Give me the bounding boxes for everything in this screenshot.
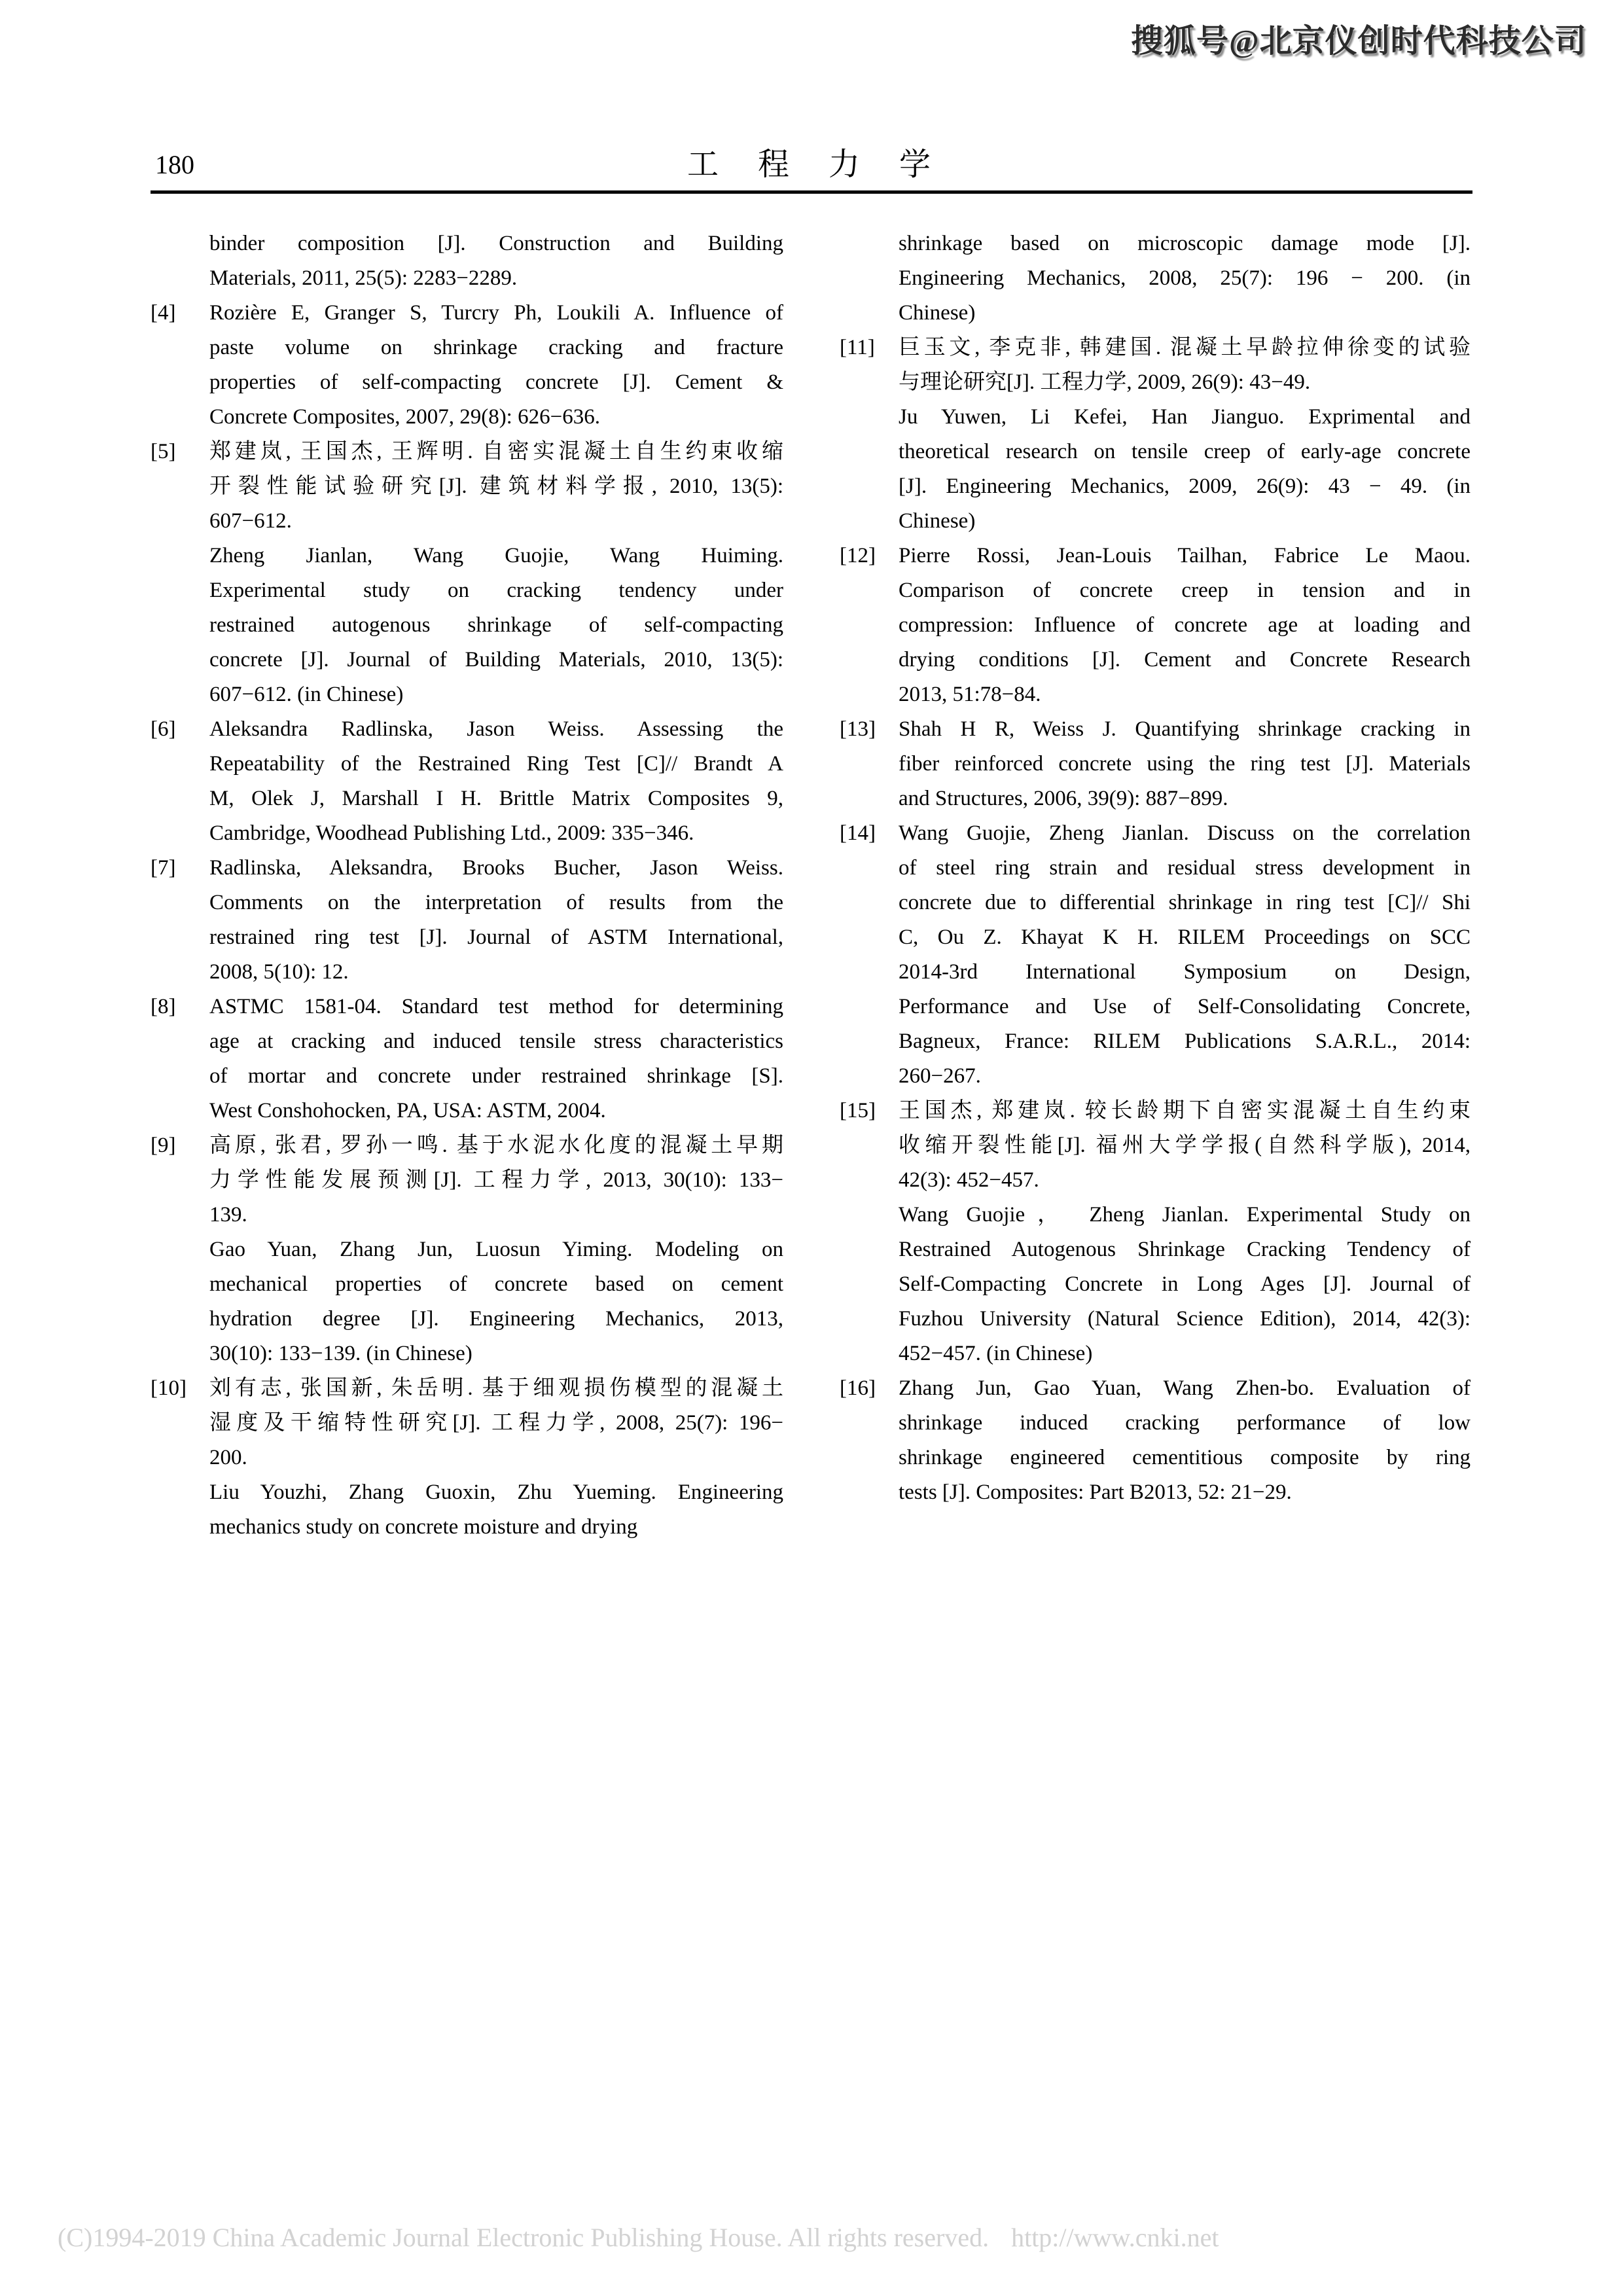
- reference-line: Liu Youzhi, Zhang Guoxin, Zhu Yueming. Engineering: [209, 1480, 783, 1504]
- reference-line: Rozière E, Granger S, Turcry Ph, Loukili A. Influence of: [209, 301, 783, 325]
- header-rule: [151, 190, 1472, 194]
- reference-line: Performance and Use of Self-Consolidating Concrete,: [899, 995, 1471, 1018]
- reference-line: 452−457. (in Chinese): [899, 1342, 1093, 1365]
- reference-label: [5]: [151, 440, 176, 463]
- reference-entry: [151, 1371, 783, 1475]
- reference-line: concrete [J]. Journal of Building Materials, 2010, 13(5):: [209, 648, 783, 672]
- reference-line: Experimental study on cracking tendency under: [209, 579, 783, 602]
- reference-line: Wang Guojie, Zheng Jianlan. Discuss on the correlation: [899, 821, 1471, 845]
- reference-entry: [151, 226, 783, 296]
- reference-line: Chinese): [899, 509, 976, 533]
- reference-entry: [151, 435, 783, 539]
- reference-line: 260−267.: [899, 1064, 981, 1088]
- reference-line: 30(10): 133−139. (in Chinese): [209, 1342, 473, 1365]
- reference-line: age at cracking and induced tensile stress characteristics: [209, 1030, 783, 1053]
- reference-line: M, Olek J, Marshall I H. Brittle Matrix Composites 9,: [209, 787, 783, 810]
- reference-entry: [151, 1475, 783, 1545]
- reference-line: shrinkage based on microscopic damage mode [J].: [899, 232, 1471, 255]
- reference-line: Zhang Jun, Gao Yuan, Wang Zhen-bo. Evaluation of: [899, 1376, 1471, 1400]
- reference-line: Zheng Jianlan, Wang Guojie, Wang Huiming.: [209, 544, 783, 567]
- reference-line: compression: Influence of concrete age at loading and: [899, 613, 1471, 637]
- reference-entry: [840, 226, 1471, 331]
- reference-label: [14]: [840, 821, 876, 845]
- reference-line: 高原, 张君, 罗孙一鸣. 基于水泥水化度的混凝土早期: [209, 1134, 783, 1157]
- reference-line: Aleksandra Radlinska, Jason Weiss. Assessing the: [209, 717, 783, 741]
- reference-label: [9]: [151, 1134, 176, 1157]
- footer: [58, 2222, 1219, 2253]
- reference-line: 607−612. (in Chinese): [209, 683, 404, 706]
- reference-label: [11]: [840, 336, 875, 359]
- page-number: 180: [155, 150, 194, 179]
- reference-line: 巨玉文, 李克非, 韩建国. 混凝土早龄拉伸徐变的试验: [899, 336, 1471, 359]
- reference-line: Chinese): [899, 301, 976, 325]
- reference-line: 2008, 5(10): 12.: [209, 960, 349, 984]
- reference-line: 200.: [209, 1446, 247, 1469]
- reference-line: restrained ring test [J]. Journal of ASTM International,: [209, 925, 783, 949]
- reference-line: 42(3): 452−457.: [899, 1168, 1039, 1192]
- reference-entry: [151, 851, 783, 990]
- reference-line: mechanics study on concrete moisture and drying: [209, 1515, 638, 1539]
- reference-entry: [151, 296, 783, 435]
- reference-line: hydration degree [J]. Engineering Mechanics, 2013,: [209, 1307, 783, 1331]
- reference-line: Wang Guojie， Zheng Jianlan. Experimental Study on: [899, 1203, 1471, 1227]
- footer-copyright: (C)1994-2019 China Academic Journal Electronic Publishing House. All rights reserved.: [58, 2223, 990, 2252]
- references-column-right: [840, 226, 1471, 1510]
- reference-line: 607−612.: [209, 509, 292, 533]
- reference-label: [15]: [840, 1099, 876, 1122]
- reference-line: C, Ou Z. Khayat K H. RILEM Proceedings on SCC: [899, 925, 1471, 949]
- reference-entry: [840, 1371, 1471, 1510]
- reference-line: Repeatability of the Restrained Ring Test [C]// Brandt A: [209, 752, 783, 776]
- reference-line: concrete due to differential shrinkage in ring test [C]// Shi: [899, 891, 1471, 914]
- reference-line: properties of self-compacting concrete [J]. Cement &: [209, 370, 783, 394]
- reference-entry: [840, 331, 1471, 400]
- reference-entry: [840, 400, 1471, 539]
- reference-line: drying conditions [J]. Cement and Concrete Research: [899, 648, 1471, 672]
- reference-line: 力学性能发展预测[J]. 工程力学, 2013, 30(10): 133−: [209, 1168, 783, 1192]
- reference-line: of mortar and concrete under restrained shrinkage [S].: [209, 1064, 783, 1088]
- reference-label: [12]: [840, 544, 876, 567]
- reference-label: [8]: [151, 995, 176, 1018]
- reference-line: shrinkage engineered cementitious composite by ring: [899, 1446, 1471, 1469]
- reference-line: and Structures, 2006, 39(9): 887−899.: [899, 787, 1228, 810]
- reference-line: Concrete Composites, 2007, 29(8): 626−636.: [209, 405, 600, 429]
- reference-line: Materials, 2011, 25(5): 2283−2289.: [209, 266, 518, 290]
- reference-label: [16]: [840, 1376, 876, 1400]
- reference-label: [7]: [151, 856, 176, 880]
- reference-line: Gao Yuan, Zhang Jun, Luosun Yiming. Modeling on: [209, 1238, 783, 1261]
- reference-line: West Conshohocken, PA, USA: ASTM, 2004.: [209, 1099, 606, 1122]
- reference-entry: [151, 539, 783, 712]
- reference-line: [J]. Engineering Mechanics, 2009, 26(9): 43 − 49. (in: [899, 475, 1471, 498]
- reference-line: Ju Yuwen, Li Kefei, Han Jianguo. Exprimental and: [899, 405, 1471, 429]
- reference-label: [4]: [151, 301, 176, 325]
- reference-line: mechanical properties of concrete based on cement: [209, 1272, 783, 1296]
- reference-line: 刘有志, 张国新, 朱岳明. 基于细观损伤模型的混凝土: [209, 1376, 783, 1400]
- reference-line: paste volume on shrinkage cracking and fracture: [209, 336, 783, 359]
- reference-line: Shah H R, Weiss J. Quantifying shrinkage cracking in: [899, 717, 1471, 741]
- references-column-left: [151, 226, 783, 1545]
- reference-line: 收缩开裂性能[J]. 福州大学学报(自然科学版), 2014,: [899, 1134, 1471, 1157]
- reference-line: fiber reinforced concrete using the ring test [J]. Materials: [899, 752, 1471, 776]
- reference-entry: [151, 990, 783, 1128]
- reference-entry: [840, 539, 1471, 712]
- reference-line: Fuzhou University (Natural Science Edition), 2014, 42(3):: [899, 1307, 1471, 1331]
- reference-line: Cambridge, Woodhead Publishing Ltd., 2009: 335−346.: [209, 821, 694, 845]
- reference-line: restrained autogenous shrinkage of self-compacting: [209, 613, 783, 637]
- reference-line: Restrained Autogenous Shrinkage Cracking Tendency of: [899, 1238, 1471, 1261]
- reference-line: 139.: [209, 1203, 247, 1227]
- reference-line: tests [J]. Composites: Part B2013, 52: 21−29.: [899, 1480, 1292, 1504]
- footer-url: http://www.cnki.net: [1011, 2223, 1219, 2252]
- reference-label: [13]: [840, 717, 876, 741]
- reference-entry: [151, 712, 783, 851]
- reference-entry: [840, 712, 1471, 816]
- reference-entry: [151, 1128, 783, 1232]
- reference-line: 湿度及干缩特性研究[J]. 工程力学, 2008, 25(7): 196−: [209, 1411, 783, 1435]
- reference-line: 郑建岚, 王国杰, 王辉明. 自密实混凝土自生约束收缩: [209, 440, 783, 463]
- reference-label: [10]: [151, 1376, 187, 1400]
- reference-line: Comparison of concrete creep in tension and in: [899, 579, 1471, 602]
- reference-line: 王国杰, 郑建岚. 较长龄期下自密实混凝土自生约束: [899, 1099, 1471, 1122]
- watermark-text: 搜狐号@北京仪创时代科技公司: [1131, 23, 1587, 59]
- reference-line: Comments on the interpretation of results from the: [209, 891, 783, 914]
- reference-line: 开裂性能试验研究[J]. 建筑材料学报, 2010, 13(5):: [209, 475, 783, 498]
- reference-line: Engineering Mechanics, 2008, 25(7): 196 − 200. (in: [899, 266, 1471, 290]
- journal-title: 工程力学: [687, 147, 971, 182]
- reference-line: 与理论研究[J]. 工程力学, 2009, 26(9): 43−49.: [899, 370, 1311, 394]
- reference-line: Self-Compacting Concrete in Long Ages [J]. Journal of: [899, 1272, 1471, 1296]
- reference-entry: [840, 816, 1471, 1094]
- reference-line: Bagneux, France: RILEM Publications S.A.R.L., 2014:: [899, 1030, 1471, 1053]
- reference-line: of steel ring strain and residual stress development in: [899, 856, 1471, 880]
- reference-line: shrinkage induced cracking performance of low: [899, 1411, 1471, 1435]
- reference-line: Radlinska, Aleksandra, Brooks Bucher, Jason Weiss.: [209, 856, 783, 880]
- reference-line: 2013, 51:78−84.: [899, 683, 1041, 706]
- reference-line: ASTMC 1581-04. Standard test method for determining: [209, 995, 783, 1018]
- reference-line: Pierre Rossi, Jean-Louis Tailhan, Fabrice Le Maou.: [899, 544, 1471, 567]
- reference-line: 2014-3rd International Symposium on Design,: [899, 960, 1471, 984]
- reference-label: [6]: [151, 717, 176, 741]
- reference-entry: [151, 1232, 783, 1371]
- reference-entry: [840, 1198, 1471, 1371]
- reference-entry: [840, 1094, 1471, 1198]
- reference-line: theoretical research on tensile creep of early-age concrete: [899, 440, 1471, 463]
- reference-line: binder composition [J]. Construction and Building: [209, 232, 783, 255]
